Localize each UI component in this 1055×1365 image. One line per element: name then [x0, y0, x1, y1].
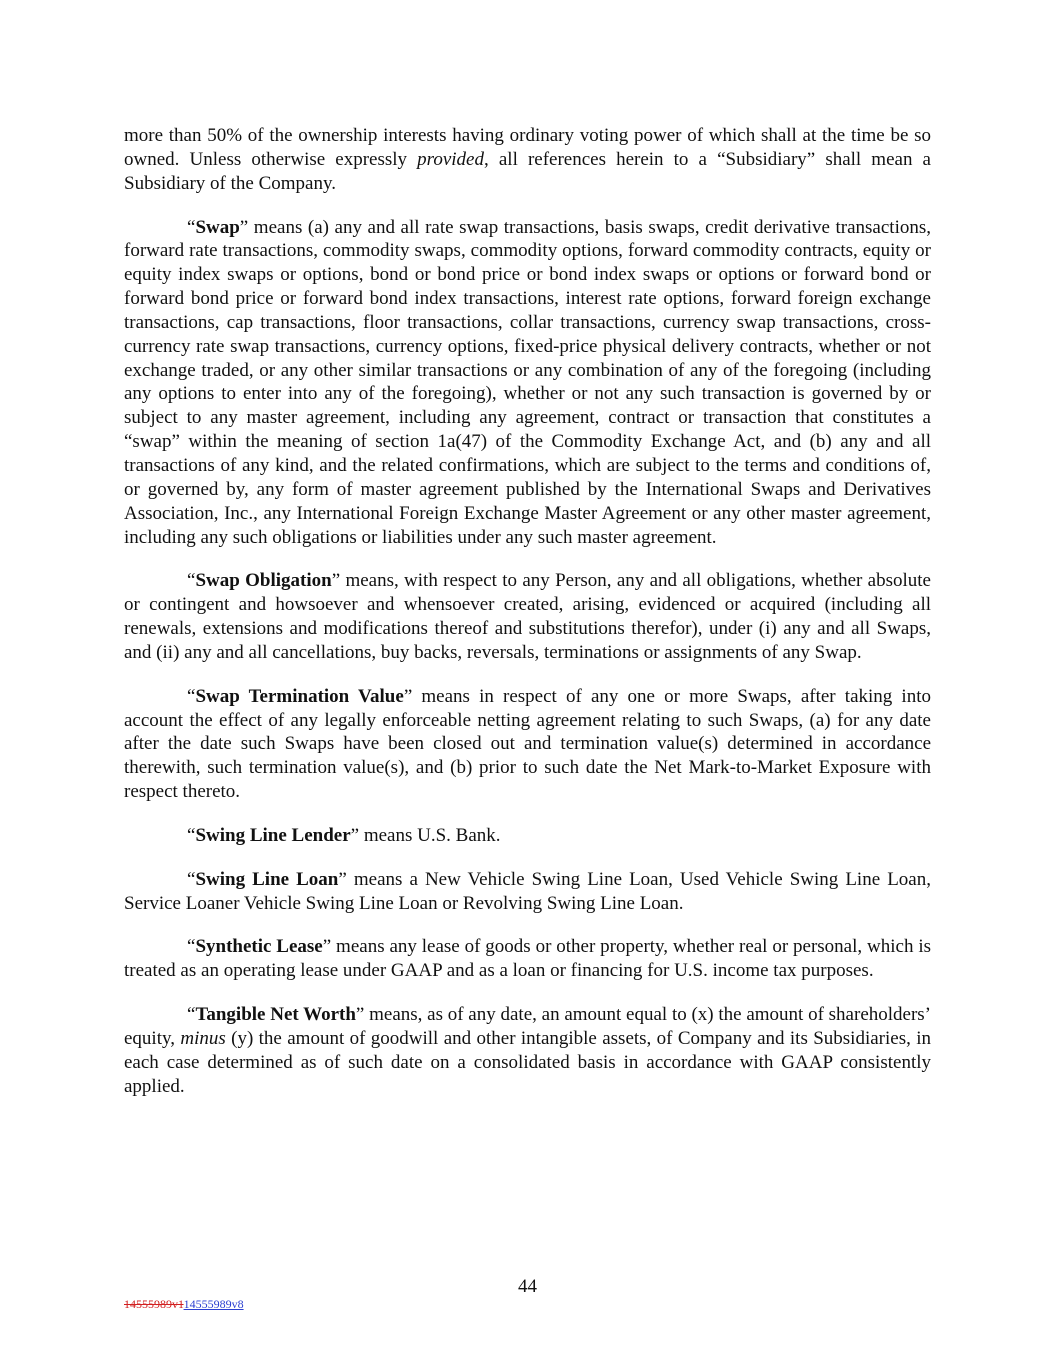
close-quote: ” [239, 216, 249, 238]
close-quote: ” [322, 936, 332, 958]
open-quote: “ [187, 685, 196, 707]
definition-text: means U.S. Bank. [359, 824, 501, 846]
open-quote: “ [187, 1004, 196, 1026]
defined-term: Synthetic Lease [195, 936, 323, 958]
intro-paragraph [124, 124, 931, 196]
close-quote: ” [331, 570, 341, 592]
close-quote: ” [350, 824, 360, 846]
defined-term: Tangible Net Worth [195, 1004, 356, 1026]
document-id [124, 1297, 244, 1311]
open-quote: “ [187, 824, 196, 846]
intro-text: more than 50% of the ownership interests having ordinary voting power of which shall at the time be so owned. Unless otherwise expressly [124, 125, 931, 170]
definition-text: means in respect of any one or more Swaps, after taking into account the effect of any legally enforceable netting agreement relating to such Swaps, (a) for any date after the date such Swaps have been closed out and termination value(s) determined in accordance therewith, such termination value(s), and (b) prior to such date the Net Mark-to-Market Exposure with respect thereto. [124, 685, 931, 803]
document-id-deleted: 14555989v1 [124, 1297, 184, 1311]
definition-text: means, with respect to any Person, any and all obligations, whether absolute or contingent and howsoever and whensoever created, arising, evidenced or acquired (including all renewals, extensions and modifications thereof and substitutions therefor), under (i) any and all Swaps, and (ii) any and all cancellations, buy backs, reversals, terminations or assignments of any Swap. [124, 570, 931, 663]
definition-swap-termination-value [124, 685, 931, 804]
defined-term: Swap [195, 216, 240, 238]
defined-term: Swap Termination Value [195, 685, 404, 707]
open-quote: “ [187, 216, 196, 238]
definition-text: means a New Vehicle Swing Line Loan, Used Vehicle Swing Line Loan, Service Loaner Vehicle Swing Line Loan or Revolving Swing Line Loan. [124, 868, 931, 914]
definition-text-end: (y) the amount of goodwill and other intangible assets, of Company and its Subsidiaries, in each case determined as of such date on a consolidated basis in accordance with GAAP consistently applied. [124, 1028, 931, 1097]
definition-italic-term: minus [180, 1028, 226, 1049]
definition-text: means (a) any and all rate swap transactions, basis swaps, credit derivative transactions, forward rate transactions, commodity swaps, commodity options, forward commodity contracts, equity or equity index swaps or options, bond or bond price or bond index swaps or options or forward bond or forward bond price or forward bond index transactions, interest rate options, forward foreign exchange transactions, cap transactions, floor transactions, collar transactions, currency swap transactions, cross-currency rate swap transactions, currency options, fixed-price physical delivery contracts, whether or not exchange traded, or any other similar transactions or any combination of any of the foregoing (including any options to enter into any of the foregoing), whether or not any such transaction is governed by or subject to any master agreement, including any agreement, contract or transaction that constitutes a “swap” within the meaning of section 1a(47) of the Commodity Exchange Act, and (b) any and all transactions of any kind, and the related confirmations, which are subject to the terms and conditions of, or governed by, any form of master agreement published by the International Swaps and Derivatives Association, Inc., any International Foreign Exchange Master Agreement or any other master agreement, including any such obligations or liabilities under any such master agreement. [124, 216, 931, 548]
definition-text: means, as of any date, an amount equal to (x) the amount of shareholders’ equity, [124, 1004, 932, 1049]
intro-italic-term: provided [417, 148, 484, 170]
document-body [124, 124, 931, 1119]
close-quote: ” [403, 685, 413, 707]
definition-text: means any lease of goods or other property, whether real or personal, which is treated as an operating lease under GAAP and as a loan or financing for U.S. income tax purposes. [124, 936, 931, 982]
defined-term: Swing Line Lender [195, 824, 351, 846]
close-quote: ” [355, 1004, 365, 1026]
definition-swap [124, 216, 931, 550]
definition-swing-line-loan [124, 868, 931, 916]
close-quote: ” [338, 868, 347, 890]
document-id-inserted: 14555989v8 [183, 1297, 244, 1311]
definition-synthetic-lease [124, 935, 931, 983]
open-quote: “ [187, 570, 196, 592]
definition-tangible-net-worth [124, 1003, 931, 1098]
intro-text-end: , all references herein to a “Subsidiary” shall mean a Subsidiary of the Company. [124, 148, 931, 194]
open-quote: “ [187, 868, 196, 890]
defined-term: Swing Line Loan [195, 868, 339, 890]
open-quote: “ [187, 936, 196, 958]
definition-swing-line-lender [124, 824, 931, 848]
defined-term: Swap Obligation [195, 570, 332, 592]
page-number: 44 [518, 1276, 537, 1297]
definition-swap-obligation [124, 569, 931, 664]
